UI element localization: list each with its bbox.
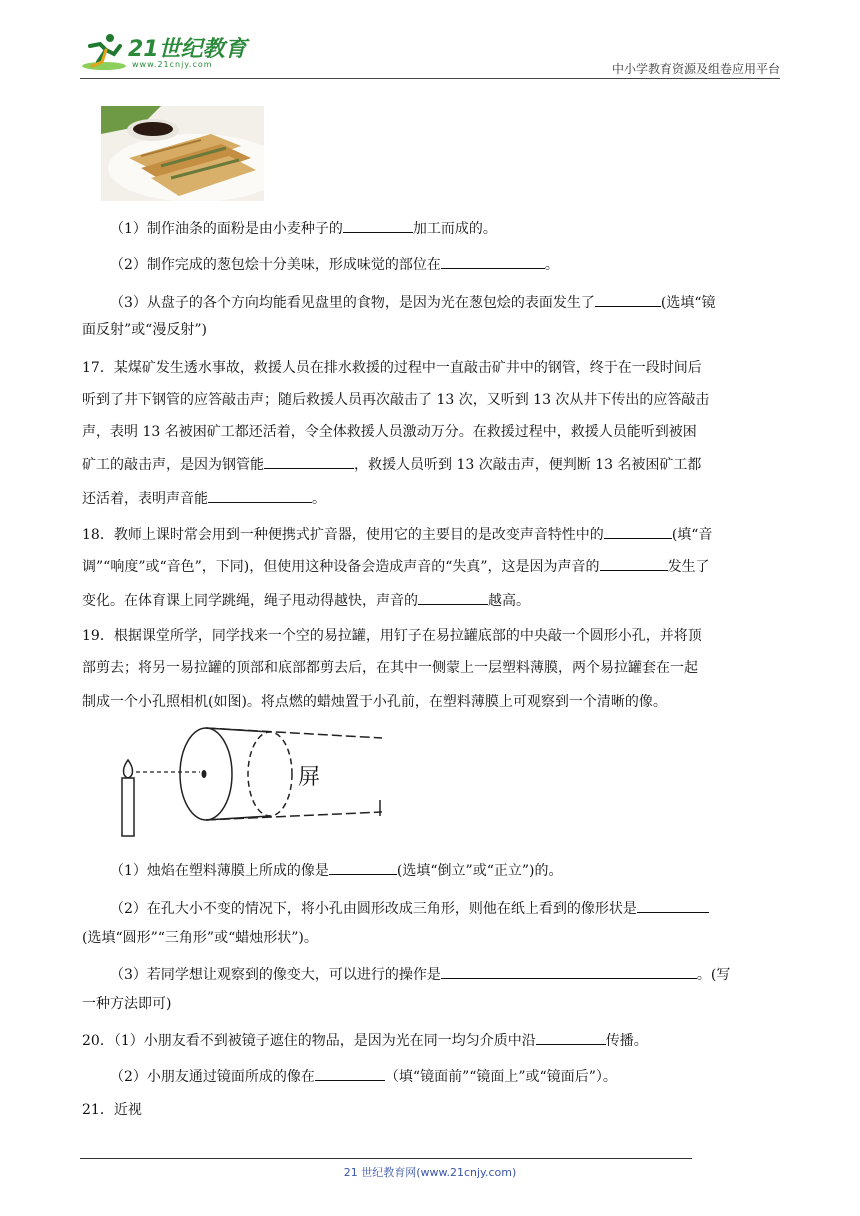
answer-blank[interactable] bbox=[600, 552, 668, 571]
q18-line3-tail: 越高。 bbox=[488, 593, 530, 609]
q16-part3-cont: 面反射”或“漫反射”) bbox=[82, 322, 207, 338]
q18-line3-text: 变化。在体育课上同学跳绳，绳子甩动得越快，声音的 bbox=[82, 593, 418, 609]
header-divider bbox=[80, 78, 780, 79]
scallion-roll-photo bbox=[101, 106, 264, 201]
q17-line5-text: 还活着，表明声音能 bbox=[82, 491, 208, 507]
answer-blank[interactable] bbox=[208, 484, 312, 503]
q16-part3-tail: (选填“镜 bbox=[660, 295, 716, 311]
q17-line1: 17．某煤矿发生透水事故，救援人员在排水救援的过程中一直敲击矿井中的钢管，终于在一段时间后 bbox=[82, 360, 702, 376]
q16-part3 bbox=[110, 288, 716, 317]
page-header bbox=[80, 26, 780, 80]
platform-label: 中小学教育资源及组卷应用平台 bbox=[611, 62, 780, 76]
q19-part3 bbox=[110, 960, 730, 989]
answer-blank[interactable] bbox=[329, 856, 397, 875]
q19-part2-cont: (选填“圆形”“三角形”或“蜡烛形状”)。 bbox=[82, 930, 318, 946]
q19-part2-text: （2）在孔大小不变的情况下，将小孔由圆形改成三角形，则他在纸上看到的像形状是 bbox=[110, 901, 637, 917]
q17-line2: 听到了井下钢管的应答敲击声；随后救援人员再次敲击了 13 次，又听到 13 次从井下传出的应答敲击 bbox=[82, 392, 710, 408]
screen-label: 屏 bbox=[298, 765, 321, 790]
candle-body bbox=[122, 778, 134, 836]
q19-part3-text: （3）若同学想让观察到的像变大，可以进行的操作是 bbox=[110, 967, 441, 983]
answer-blank[interactable] bbox=[637, 894, 709, 913]
q19-part3-tail: 。(写 bbox=[696, 967, 731, 983]
q16-part2-text: （2）制作完成的葱包烩十分美味，形成味觉的部位在 bbox=[110, 257, 441, 273]
site-logo bbox=[80, 32, 250, 72]
answer-blank[interactable] bbox=[604, 520, 672, 539]
q18-line1 bbox=[82, 520, 712, 549]
q16-part1-tail: 加工而成的。 bbox=[412, 221, 497, 237]
pinhole bbox=[202, 770, 207, 778]
page-footer: 21 世纪教育网(www.21cnjy.com) bbox=[343, 1166, 517, 1179]
footer-divider bbox=[80, 1158, 692, 1159]
q20-part1-text: 20．（1）小朋友看不到被镜子遮住的物品，是因为光在同一均匀介质中沿 bbox=[82, 1033, 536, 1049]
answer-blank[interactable] bbox=[441, 250, 545, 269]
q19-part3-cont: 一种方法即可) bbox=[82, 996, 172, 1012]
q18-line3 bbox=[82, 586, 530, 615]
answer-blank[interactable] bbox=[315, 1062, 385, 1081]
q16-part2-tail: 。 bbox=[544, 257, 559, 273]
q18-line2-text: 调”“响度”或“音色”，下同)，但使用这种设备会造成声音的“失真”，这是因为声音的 bbox=[82, 559, 600, 575]
q20-part1 bbox=[82, 1026, 648, 1055]
q21-line1: 21．近视 bbox=[82, 1102, 142, 1118]
q17-line5 bbox=[82, 484, 326, 513]
q18-line2-tail: 发生了 bbox=[667, 559, 710, 575]
q18-line2 bbox=[82, 552, 710, 581]
q17-line3: 声，表明 13 名被困矿工都还活着，令全体救援人员激动万分。在救援过程中，救援人员能听到被困 bbox=[82, 424, 697, 440]
runner-logo-icon bbox=[80, 32, 130, 74]
screen-membrane bbox=[248, 732, 292, 816]
logo-text: 21世纪教育 bbox=[128, 37, 247, 62]
candle-flame-icon bbox=[124, 760, 133, 778]
logo-url: www.21cnjy.com bbox=[132, 60, 213, 69]
answer-blank[interactable] bbox=[343, 214, 413, 233]
q17-line4-tail: ，救援人员听到 13 次敲击声，便判断 13 名被困矿工都 bbox=[354, 457, 702, 473]
q17-line4 bbox=[82, 450, 701, 479]
q19-line1: 19．根据课堂所学，同学找来一个空的易拉罐，用钉子在易拉罐底部的中央敲一个圆形小孔，并将顶 bbox=[82, 628, 702, 644]
q16-part3-text: （3）从盘子的各个方向均能看见盘里的食物，是因为光在葱包烩的表面发生了 bbox=[110, 295, 595, 311]
q20-part2 bbox=[110, 1062, 617, 1091]
answer-blank[interactable] bbox=[595, 288, 661, 307]
q16-part1-text: （1）制作油条的面粉是由小麦种子的 bbox=[110, 221, 343, 237]
q17-line5-tail: 。 bbox=[312, 491, 326, 507]
q18-line1-tail: (填“音 bbox=[671, 527, 713, 543]
q19-part1-text: （1）烛焰在塑料薄膜上所成的像是 bbox=[110, 863, 329, 879]
answer-blank[interactable] bbox=[418, 586, 488, 605]
q19-line3: 制成一个小孔照相机(如图)。将点燃的蜡烛置于小孔前，在塑料薄膜上可观察到一个清晰的像。 bbox=[82, 694, 667, 710]
q16-part2 bbox=[110, 250, 559, 279]
q20-part2-text: （2）小朋友通过镜面所成的像在 bbox=[110, 1069, 315, 1085]
answer-blank[interactable] bbox=[264, 450, 354, 469]
answer-blank[interactable] bbox=[441, 960, 697, 979]
q19-line2: 部剪去；将另一易拉罐的顶部和底部都剪去后，在其中一侧蒙上一层塑料薄膜，两个易拉罐套在一起 bbox=[82, 660, 698, 676]
q18-line1-text: 18．教师上课时常会用到一种便携式扩音器，使用它的主要目的是改变声音特性中的 bbox=[82, 527, 604, 543]
answer-blank[interactable] bbox=[536, 1026, 606, 1045]
q17-line4-text: 矿工的敲击声，是因为钢管能 bbox=[82, 457, 264, 473]
q20-part1-tail: 传播。 bbox=[605, 1033, 648, 1049]
q20-part2-tail: （填“镜面前”“镜面上”或“镜面后”）。 bbox=[384, 1069, 617, 1085]
q16-part1 bbox=[110, 214, 497, 243]
q19-part1 bbox=[110, 856, 562, 885]
q19-part2 bbox=[110, 894, 709, 923]
pinhole-camera-figure bbox=[112, 726, 392, 840]
q19-part1-tail: (选填“倒立”或“正立”)的。 bbox=[396, 863, 563, 879]
